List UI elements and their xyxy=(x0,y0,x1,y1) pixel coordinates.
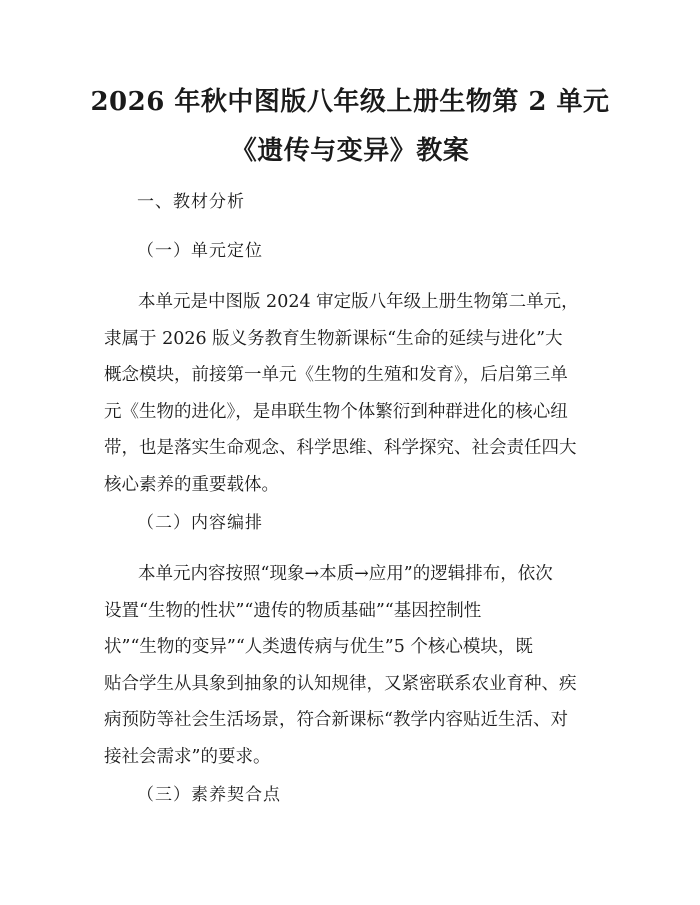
subsection-heading-literacy-fit: （三）素养契合点 xyxy=(137,785,281,805)
paragraph-line: 设置“生物的性状”“遗传的物质基础”“基因控制性 xyxy=(104,600,482,621)
paragraph-line: 元《生物的进化》，是串联生物个体繁衍到种群进化的核心纽 xyxy=(104,401,568,422)
paragraph-line: 本单元内容按照“现象→本质→应用”的逻辑排布，依次 xyxy=(138,564,553,584)
paragraph-unit-positioning xyxy=(104,284,604,504)
section-heading-materials-analysis: 一、教材分析 xyxy=(137,192,245,212)
paragraph-content-arrangement xyxy=(104,556,604,776)
document-title-line-1: 2026 年秋中图版八年级上册生物第 2 单元 xyxy=(90,87,610,117)
paragraph-line: 核心素养的重要载体。 xyxy=(104,474,279,495)
paragraph-line: 本单元是中图版 2024 审定版八年级上册生物第二单元， xyxy=(138,292,579,312)
paragraph-line: 概念模块，前接第一单元《生物的生殖和发育》，后启第三单 xyxy=(104,365,568,386)
paragraph-line: 隶属于 2026 版义务教育生物新课标“生命的延续与进化”大 xyxy=(104,328,563,349)
paragraph-line: 状”“生物的变异”“人类遗传病与优生”5 个核心模块，既 xyxy=(104,637,533,658)
subsection-heading-unit-positioning: （一）单元定位 xyxy=(137,241,263,261)
paragraph-line: 病预防等社会生活场景，符合新课标“教学内容贴近生活、对 xyxy=(104,710,568,731)
paragraph-line: 接社会需求”的要求。 xyxy=(104,746,271,767)
paragraph-line: 贴合学生从具象到抽象的认知规律，又紧密联系农业育种、疾 xyxy=(104,673,577,694)
subsection-heading-content-arrangement: （二）内容编排 xyxy=(137,513,263,533)
paragraph-line: 带，也是落实生命观念、科学思维、科学探究、社会责任四大 xyxy=(104,438,577,459)
document-title-line-2: 《遗传与变异》教案 xyxy=(230,136,470,166)
